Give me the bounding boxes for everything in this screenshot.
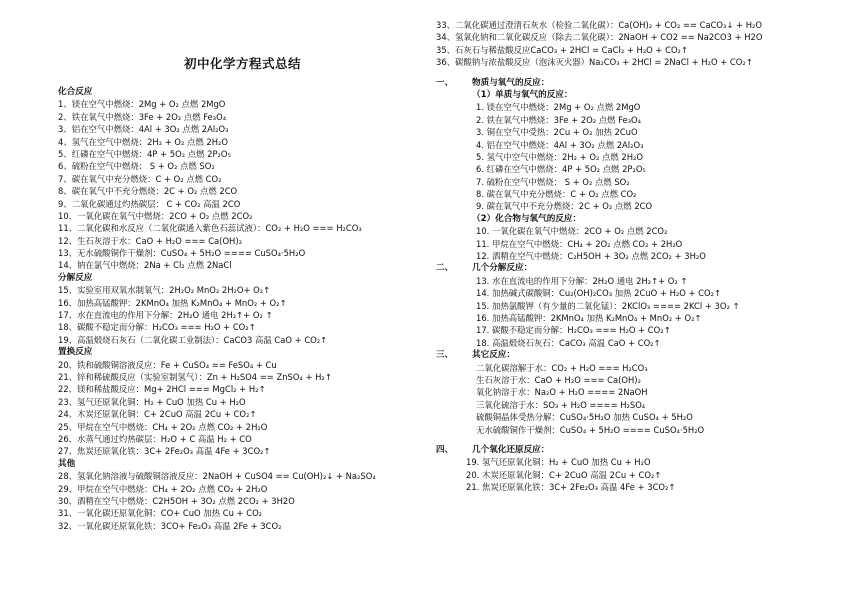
section-heading [58, 86, 438, 98]
equation-line [58, 148, 438, 160]
line-text: 25、甲烷在空气中燃烧：CH₄ + 2O₂ 点燃 CO₂ + 2H₂O [58, 421, 268, 432]
equation-line [436, 225, 856, 237]
section-heading [58, 272, 438, 284]
equation-line [58, 235, 438, 247]
line-text: 15、实验室用双氧水制氧气：2H₂O₂ MnO₂ 2H₂O+ O₂↑ [58, 285, 271, 296]
equation-line [58, 284, 438, 296]
equation-line [436, 324, 856, 336]
equation-line [58, 247, 438, 259]
equation-line [58, 259, 438, 271]
right-column [436, 19, 856, 493]
line-text: 10、一氧化碳在氧气中燃烧：2CO + O₂ 点燃 2CO₂ [58, 210, 253, 221]
section-heading [436, 444, 856, 456]
line-text: 13. 水在直流电的作用下分解：2H₂O 通电 2H₂↑+ O₂ ↑ [476, 275, 688, 286]
equation-line [436, 399, 856, 411]
line-text: 置换反应 [58, 347, 93, 358]
equation-line [58, 507, 438, 519]
line-text: 31、一氧化碳还原氧化铜：CO+ CuO 加热 Cu + CO₂ [58, 508, 263, 519]
line-text: 6、硫粉在空气中燃烧： S + O₂ 点燃 SO₂ [58, 161, 215, 172]
line-text: 8、碳在氧气中不充分燃烧：2C + O₂ 点燃 2CO [58, 186, 238, 197]
equation-line [436, 456, 856, 468]
section-number: 四、 [436, 444, 454, 455]
equation-line [436, 114, 856, 126]
line-text: 23、氢气还原氧化铜：H₂ + CuO 加热 Cu + H₂O [58, 396, 246, 407]
equation-line [436, 386, 856, 398]
line-text: 5、红磷在空气中燃烧：4P + 5O₂ 点燃 2P₂O₅ [58, 148, 231, 159]
equation-line [58, 173, 438, 185]
line-text: 2. 铁在氧气中燃烧：3Fe + 2O₂ 点燃 Fe₃O₄ [476, 114, 642, 125]
section-number: 二、 [436, 263, 454, 274]
line-text: 7. 硫粉在空气中燃烧： S + O₂ 点燃 SO₂ [476, 176, 630, 187]
line-text: 几个分解反应： [472, 263, 533, 274]
equation-line [58, 321, 438, 333]
line-text: 32、一氧化碳还原氧化铁：3CO+ Fe₂O₃ 高温 2Fe + 3CO₂ [58, 520, 282, 531]
line-text: 1、镁在空气中燃烧：2Mg + O₂ 点燃 2MgO [58, 99, 226, 110]
equation-line [436, 56, 856, 68]
section-heading [58, 458, 438, 470]
line-text: 硫酸铜晶体受热分解：CuSO₄·5H₂O 加热 CuSO₄ + 5H₂O [476, 412, 693, 423]
line-text: 19、高温煅烧石灰石（二氧化碳工业制法）：CaCO3 高温 CaO + CO₂↑ [58, 334, 328, 345]
line-text: 4. 铝在空气中燃烧：4Al + 3O₂ 点燃 2Al₂O₃ [476, 139, 644, 150]
equation-line [436, 250, 856, 262]
equation-line [436, 44, 856, 56]
line-text: 三氧化硫溶于水：SO₃ + H₂O ==== H₂SO₄ [476, 399, 646, 410]
line-text: 27、焦炭还原氧化铁：3C+ 2Fe₂O₃ 高温 4Fe + 3CO₂↑ [58, 446, 271, 457]
line-text: 14. 加热碱式碳酸铜：Cu₂(OH)₂CO₃ 加热 2CuO + H₂O + CO₂↑ [476, 288, 721, 299]
section-heading [436, 262, 856, 274]
line-text: 16、加热高锰酸钾：2KMnO₄ 加热 K₂MnO₄ + MnO₂ + O₂↑ [58, 297, 287, 308]
line-text: 无水硫酸铜作干燥剂：CuSO₄ + 5H₂O ==== CuSO₄·5H₂O [476, 424, 705, 435]
line-text: 9、二氧化碳通过灼热碳层： C + CO₂ 高温 2CO [58, 198, 241, 209]
equation-line [58, 297, 438, 309]
line-text: 15. 加热氯酸钾（有少量的二氧化锰）：2KClO₃ ==== 2KCl + 3O₂ ↑ [476, 300, 740, 311]
equation-line [58, 445, 438, 457]
equation-line [436, 337, 856, 349]
line-text: 20. 木炭还原氧化铜：C+ 2CuO 高温 2Cu + CO₂↑ [466, 469, 662, 480]
line-text: 28、氢氧化钠溶液与硫酸铜溶液反应：2NaOH + CuSO4 == Cu(OH)₂↓ + Na₂SO₄ [58, 471, 376, 482]
line-text: 17. 碳酸不稳定而分解：H₂CO₃ === H₂O + CO₂↑ [476, 325, 671, 336]
line-text: 6. 红磷在空气中燃烧：4P + 5O₂ 点燃 2P₂O₅ [476, 164, 646, 175]
equation-line [58, 483, 438, 495]
equation-line [58, 160, 438, 172]
line-text: 11、二氧化碳和水反应（二氧化碳通入紫色石蕊试液）：CO₂ + H₂O === H₂CO₃ [58, 223, 362, 234]
section-heading [436, 213, 856, 225]
line-text: 13、无水硫酸铜作干燥剂：CuSO₄ + 5H₂O ==== CuSO₄·5H₂O [58, 248, 306, 259]
equation-line [58, 185, 438, 197]
equation-line [436, 362, 856, 374]
line-text: （1）单质与氧气的反应： [472, 89, 573, 100]
equation-line [58, 495, 438, 507]
equation-line [58, 111, 438, 123]
line-text: 22、镁和稀盐酸反应：Mg+ 2HCl === MgCl₂ + H₂↑ [58, 384, 266, 395]
equation-line [436, 176, 856, 188]
equation-line [58, 371, 438, 383]
equation-line [436, 139, 856, 151]
equation-line [58, 520, 438, 532]
equation-line [58, 309, 438, 321]
line-text: 5. 氢气中空气中燃烧：2H₂ + O₂ 点燃 2H₂O [476, 151, 643, 162]
equation-line [436, 411, 856, 423]
line-text: 33、二氧化碳通过澄清石灰水（检验二氧化碳）：Ca(OH)₂ + CO₂ == CaCO₃↓ + H₂O [436, 20, 762, 30]
equation-line [436, 188, 856, 200]
line-text: 34、氢氧化钠和二氧化碳反应（除去二氧化碳）：2NaOH + CO2 == Na2CO3 + H2O [436, 32, 763, 43]
line-text: 11. 甲烷在空气中燃烧：CH₄ + 2O₂ 点燃 CO₂ + 2H₂O [476, 238, 683, 249]
section-heading [436, 89, 856, 101]
equation-line [58, 123, 438, 135]
equation-line [436, 374, 856, 386]
line-text: 氧化钠溶于水：Na₂O + H₂O ==== 2NaOH [476, 387, 648, 398]
line-text: 3. 铜在空气中受热：2Cu + O₂ 加热 2CuO [476, 127, 638, 138]
line-text: 21、锌和稀硫酸反应（实验室制氢气）：Zn + H₂SO4 == ZnSO₄ + H₂↑ [58, 371, 332, 382]
line-text: 18. 高温煅烧石灰石：CaCO₃ 高温 CaO + CO₂↑ [476, 337, 661, 348]
line-text: 4、氢气在空气中燃烧：2H₂ + O₂ 点燃 2H₂O [58, 136, 229, 147]
equation-line [58, 359, 438, 371]
equation-line [58, 470, 438, 482]
equation-line [436, 19, 856, 31]
section-number: 一、 [436, 77, 454, 88]
equation-line [436, 101, 856, 113]
line-text: 化合反应 [58, 87, 93, 97]
equation-line [58, 98, 438, 110]
line-text: 其他 [58, 458, 76, 469]
equation-line [436, 300, 856, 312]
equation-line [58, 383, 438, 395]
line-text: （2）化合物与氧气的反应： [472, 213, 582, 224]
line-text: 9. 碳在氧气中不充分燃烧：2C + O₂ 点燃 2CO [476, 201, 653, 212]
line-text: 24、木炭还原氧化铜：C+ 2CuO 高温 2Cu + CO₂↑ [58, 409, 257, 420]
line-text: 10. 一氧化碳在氧气中燃烧：2CO + O₂ 点燃 2CO₂ [476, 226, 668, 237]
line-text: 其它反应： [472, 350, 515, 361]
equation-line [436, 287, 856, 299]
page-title: 初中化学方程式总结 [184, 56, 302, 71]
left-column [58, 86, 438, 532]
equation-line [436, 469, 856, 481]
line-text: 8. 碳在氧气中充分燃烧：C + O₂ 点燃 CO₂ [476, 189, 637, 200]
equation-line [58, 222, 438, 234]
equation-line [436, 238, 856, 250]
equation-line [58, 408, 438, 420]
spacer [436, 69, 856, 77]
equation-line [436, 481, 856, 493]
line-text: 2、铁在氧气中燃烧：3Fe + 2O₂ 点燃 Fe₃O₄ [58, 111, 227, 122]
equation-line [58, 334, 438, 346]
line-text: 17、水在直流电的作用下分解：2H₂O 通电 2H₂↑+ O₂ ↑ [58, 310, 273, 321]
line-text: 26、水蒸气通过灼热碳层：H₂O + C 高温 H₂ + CO [58, 433, 252, 444]
equation-line [58, 421, 438, 433]
equation-line [436, 151, 856, 163]
line-text: 19. 氢气还原氧化铜：H₂ + CuO 加热 Cu + H₂O [466, 457, 651, 468]
equation-line [58, 210, 438, 222]
equation-line [436, 312, 856, 324]
line-text: 35、石灰石与稀盐酸反应CaCO₃ + 2HCl = CaCl₂ + H₂O + CO₂↑ [436, 44, 688, 55]
equation-line [436, 275, 856, 287]
section-heading [436, 349, 856, 361]
equation-line [58, 396, 438, 408]
line-text: 1. 镁在空气中燃烧：2Mg + O₂ 点燃 2MgO [476, 102, 641, 113]
equation-line [58, 198, 438, 210]
section-number: 三、 [436, 350, 454, 361]
line-text: 16. 加热高锰酸钾：2KMnO₄ 加热 K₂MnO₄ + MnO₂ + O₂↑ [476, 312, 702, 323]
line-text: 生石灰溶于水：CaO + H₂O === Ca(OH)₂ [476, 374, 641, 385]
section-heading [436, 77, 856, 89]
line-text: 20、铁和硫酸铜溶液反应：Fe + CuSO₄ == FeSO₄ + Cu [58, 359, 277, 370]
equation-line [436, 424, 856, 436]
spacer [436, 436, 856, 444]
line-text: 18、碳酸不稳定而分解：H₂CO₃ === H₂O + CO₂↑ [58, 322, 256, 333]
line-text: 3、铝在空气中燃烧：4Al + 3O₂ 点燃 2Al₂O₃ [58, 124, 229, 135]
line-text: 12、生石灰溶于水：CaO + H₂O === Ca(OH)₂ [58, 235, 242, 246]
line-text: 29、甲烷在空气中燃烧：CH₄ + 2O₂ 点燃 CO₂ + 2H₂O [58, 483, 268, 494]
equation-line [436, 163, 856, 175]
line-text: 分解反应 [58, 272, 93, 283]
line-text: 7、碳在氧气中充分燃烧：C + O₂ 点燃 CO₂ [58, 173, 222, 184]
line-text: 几个氧化还原反应： [472, 444, 550, 455]
equation-line [436, 200, 856, 212]
equation-line [436, 31, 856, 43]
line-text: 36、碳酸钠与浓盐酸反应（泡沫灭火器）Na₂CO₃ + 2HCl = 2NaCl + H₂O + CO₂↑ [436, 57, 753, 68]
section-heading [58, 346, 438, 358]
equation-line [58, 433, 438, 445]
line-text: 物质与氧气的反应： [472, 77, 550, 88]
equation-line [436, 126, 856, 138]
equation-line [58, 136, 438, 148]
line-text: 12. 酒精在空气中燃烧：C₂H5OH + 3O₂ 点燃 2CO₂ + 3H₂O [476, 251, 706, 262]
line-text: 30、酒精在空气中燃烧：C2H5OH + 3O₂ 点燃 2CO₂ + 3H2O [58, 495, 295, 506]
line-text: 二氧化碳溶解于水：CO₂ + H₂O === H₂CO₃ [476, 362, 648, 373]
line-text: 21. 焦炭还原氧化铁：3C+ 2Fe₂O₃ 高温 4Fe + 3CO₂↑ [466, 482, 676, 493]
line-text: 14、钠在氯气中燃烧：2Na + Cl₂ 点燃 2NaCl [58, 260, 232, 271]
